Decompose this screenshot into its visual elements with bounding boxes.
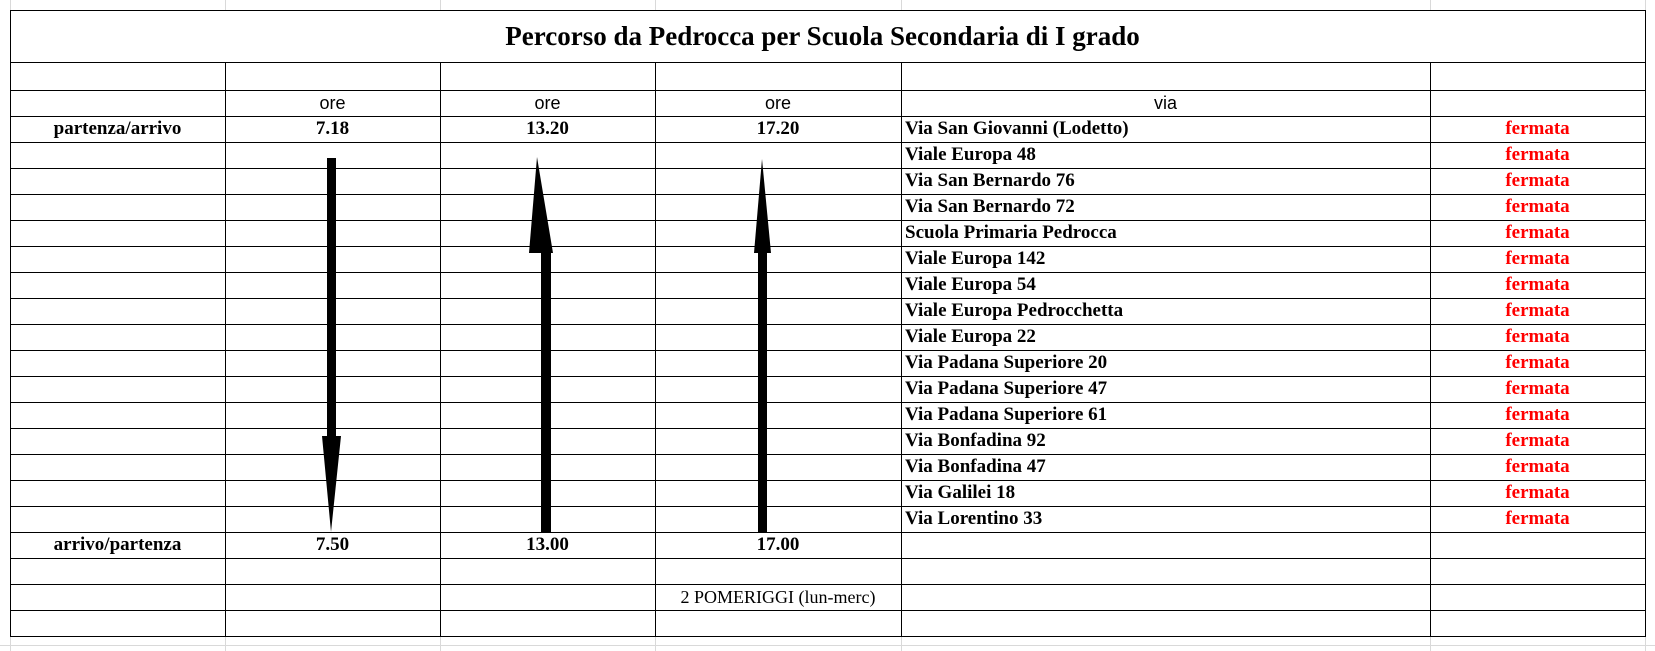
stop-street: Via San Bernardo 76 <box>905 170 1075 191</box>
stop-status: fermata <box>1505 170 1570 191</box>
stop-street: Viale Europa Pedrocchetta <box>905 300 1124 321</box>
stop-status: fermata <box>1505 482 1570 503</box>
stop-status: fermata <box>1505 118 1570 139</box>
stop-street: Via San Bernardo 72 <box>905 196 1075 217</box>
stop-status: fermata <box>1505 378 1570 399</box>
stop-status: fermata <box>1505 352 1570 373</box>
header-ore-1: ore <box>319 92 346 113</box>
arrival-time-3: 17.00 <box>756 534 800 555</box>
stop-street: Via Bonfadina 47 <box>905 456 1046 477</box>
stop-street: Viale Europa 54 <box>905 274 1036 295</box>
stop-street: Scuola Primaria Pedrocca <box>905 222 1117 243</box>
page-title: Percorso da Pedrocca per Scuola Secondaria di I grado <box>505 20 1140 51</box>
stop-street: Viale Europa 22 <box>905 326 1036 347</box>
arrival-label: arrivo/partenza <box>53 534 182 555</box>
stop-status: fermata <box>1505 326 1570 347</box>
afternoons-note: 2 POMERIGGI (lun-merc) <box>680 586 876 607</box>
stop-status: fermata <box>1505 196 1570 217</box>
stop-street: Viale Europa 142 <box>905 248 1046 269</box>
stop-status: fermata <box>1505 300 1570 321</box>
stop-status: fermata <box>1505 404 1570 425</box>
stop-status: fermata <box>1505 144 1570 165</box>
arrival-time-2: 13.00 <box>526 534 569 555</box>
stop-street: Via Padana Superiore 61 <box>905 404 1108 425</box>
stop-status: fermata <box>1505 222 1570 243</box>
arrival-time-1: 7.50 <box>315 534 350 555</box>
stop-status: fermata <box>1505 456 1570 477</box>
departure-time-2: 13.20 <box>526 118 569 139</box>
stop-street: Via Bonfadina 92 <box>905 430 1046 451</box>
departure-time-3: 17.20 <box>756 118 800 139</box>
stop-street: Via Padana Superiore 20 <box>905 352 1108 373</box>
stop-street: Via Padana Superiore 47 <box>905 378 1108 399</box>
header-ore-2: ore <box>534 92 561 113</box>
stop-status: fermata <box>1505 274 1570 295</box>
stop-street: Via Galilei 18 <box>905 482 1016 503</box>
stop-street: Via Lorentino 33 <box>905 508 1043 529</box>
header-ore-3: ore <box>764 92 791 113</box>
stop-status: fermata <box>1505 248 1570 269</box>
header-via: via <box>1153 92 1177 113</box>
stop-street: Via San Giovanni (Lodetto) <box>905 118 1129 139</box>
stop-street: Viale Europa 48 <box>905 144 1036 165</box>
departure-label: partenza/arrivo <box>53 118 182 139</box>
departure-time-1: 7.18 <box>315 118 350 139</box>
stop-status: fermata <box>1505 508 1570 529</box>
stop-status: fermata <box>1505 430 1570 451</box>
